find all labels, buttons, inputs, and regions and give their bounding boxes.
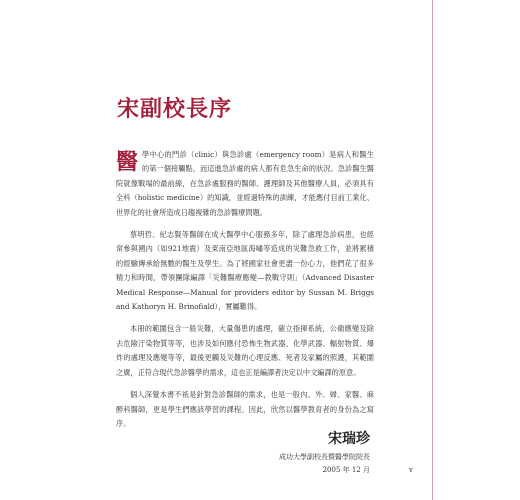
paragraph-3: 本冊的範圍包含一般災難，大量傷患的處理，確立指揮系統，公衛應變及除去危險汙染物質等等，也涉及如何應付恐怖生物武器、化學武器、輻射物質、爆炸的處理及應變等等，最後更觸及災難的心理反應、死者及家屬的照護，其範圍之廣，正符合現代急診醫學的需求，這也正是編譯者決定以中文編譯的原意。 (116, 324, 374, 377)
signature-name: 宋瑞珍 (328, 431, 370, 447)
signature-affiliation: 成功大學副校長暨醫學院院長 (279, 453, 370, 461)
page-title: 宋副校長序 (117, 96, 233, 122)
paragraph-1 (116, 148, 374, 220)
paragraph-2: 蔡明哲、紀志賢等醫師在成大醫學中心服務多年，除了處理急診病患，也經常參與國內（如921地震）及東南亞地區海嘯等造成的災難急救工作，並將累積的經驗傳承給無數的醫生及學生。為了將國家社會更盡一份心力，他們花了很多精力和時間，帶領團隊編譯「災難醫療應變—教戰守則」（Advanced Disaster Medical Response—Manual for providers editor by Sussan M. Briggs and Kathoryn H. Brinofiald），實屬難得。 (116, 230, 374, 312)
page-number: v (409, 466, 413, 474)
paragraph-1-text: 學中心的門診（clinic）與急診處（emergency room）是病人和醫生的第一個接觸點，而這進急診處的病人都有危急生命的狀況。急診醫生醫院就像戰場的最前線，在急診處服務的醫師、護理師及其他醫療人員，必須具有全科（holistic medicine）的知識，並經過特殊的訓練，才能應付目前工業化、世界化的社會所造成日趨複雜的急診醫療問題。 (116, 150, 374, 217)
margin-rule (432, 0, 433, 500)
paragraph-4: 個人深覺本書不祇是針對急診醫師的需求，也是一般內、外、婦、家醫、麻醉科醫師，更是學生們應該學習的課程。因此，欣然以醫學教育者的身份為之寫序。 (116, 390, 374, 428)
signature-date: 2005 年 12 月 (322, 466, 370, 474)
preface-body (116, 148, 374, 439)
drop-cap: 醫 (116, 149, 139, 175)
